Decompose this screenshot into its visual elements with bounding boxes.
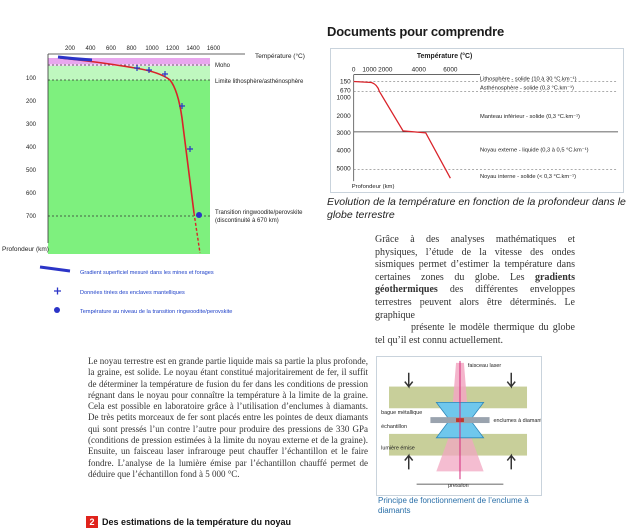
- thermal-y-axis-label: Profondeur (km): [351, 184, 395, 191]
- mantle-background: [48, 64, 210, 254]
- label-laser: faisceau laser: [467, 362, 502, 369]
- x-tick-label: 1600: [206, 46, 221, 52]
- lab-label: Limite lithosphère/asthénosphère: [215, 79, 304, 85]
- label-ring: bague métallique: [381, 410, 423, 417]
- thermal-y-tick: 3000: [336, 129, 351, 137]
- documents-title: Documents pour comprendre: [327, 24, 505, 39]
- core-paragraph: Le noyau terrestre est en grande partie liquide mais sa partie la plus profonde, la graine, est solide. Le noyau étant constitué majoritairement de fer, il suffit de déterminer la température de fusion du fer dans les conditions de pression régnant dans le noyau pour connaître la température à la limite de la graine. Cela est possible en laboratoire grâce à l’utilisation d’enclumes à diamants. De très petits morceaux de fer sont placés entre les pointes de deux diamants qui sont pressés l’un contre l’autre pour produire des pressions de 330 GPa (conditions de pression estimées à la limite du noyau externe et de la graine). Ensuite, un faisceau laser infrarouge peut chauffer l’échantillon et le faire fondre. L’analyse de la lumière émise par l’échantillon chauffé permet de déduire que l’échantillon fond à 5 000 °C.: [88, 356, 368, 479]
- thermal-x-tick: 1000: [362, 66, 377, 74]
- diamond-anvil-svg: [377, 357, 541, 495]
- bottom-arrow-left: [405, 456, 413, 470]
- layer-lower-mantle: Manteau inférieur - solide (0,3 °C.km⁻¹): [479, 114, 580, 121]
- label-sample: échantillon: [381, 423, 407, 430]
- chart-caption: Evolution de la température en fonction de la profondeur dans le globe terrestre: [327, 196, 626, 221]
- top-arrow-left: [405, 373, 413, 387]
- transition-sublabel: (discontinuité à 670 km): [215, 218, 279, 224]
- legend-transition-symbol: [54, 307, 60, 313]
- label-anvils: enclumes à diamant: [493, 418, 541, 425]
- thermal-y-tick: 4000: [336, 147, 351, 155]
- bottom-arrow-right: [507, 456, 515, 470]
- y-tick-label: 600: [25, 191, 36, 197]
- x-tick-label: 600: [105, 46, 117, 52]
- thermal-x-ticks: [352, 67, 458, 74]
- intro-text-1: Grâce à des analyses mathématiques et physiques, l’étude de la vitesse des ondes sismiques permet d’estimer la température dans certaines zones du globe. Les: [375, 234, 575, 283]
- x-tick-label: 200: [64, 46, 76, 52]
- transition-temperature-marker: [196, 212, 202, 218]
- x-axis-label: Température (°C): [255, 53, 305, 60]
- thermal-y-tick: 1000: [336, 94, 351, 102]
- thermal-x-tick: 0: [351, 66, 356, 74]
- legend-gradient-label: Gradient superficiel mesuré dans les mines et forages: [80, 270, 214, 276]
- y-axis-ticks: [26, 76, 37, 220]
- layer-asthenosphere: Asthénosphère - solide (0,3 °C.km⁻¹): [479, 85, 574, 92]
- thermal-y-tick: 2000: [336, 113, 351, 121]
- y-tick-label: 400: [25, 145, 36, 151]
- intro-text-2: des différentes enveloppes terrestres peuvent alors être déterminés. Le graphique: [375, 284, 575, 321]
- intro-paragraph: [375, 234, 575, 347]
- legend-gradient-symbol: [40, 267, 70, 271]
- x-tick-label: 1000: [145, 46, 159, 52]
- section-title: Des estimations de la température du noyau: [102, 517, 292, 527]
- thermal-y-tick: 150: [340, 78, 351, 86]
- layer-outer-core: Noyau externe - liquide (0,3 à 0,5 °C.km⁻¹): [479, 147, 589, 154]
- legend-xenolith-label: Données tirées des enclaves mantelliques: [80, 290, 185, 296]
- x-tick-label: 1400: [186, 46, 200, 52]
- y-tick-label: 700: [25, 214, 36, 220]
- thermal-x-axis-label: Température (°C): [416, 52, 473, 60]
- legend-transition-label: Température au niveau de la transition ringwoodite/perovskite: [80, 309, 233, 315]
- label-pressure: pression: [448, 483, 469, 490]
- y-tick-label: 500: [25, 168, 36, 174]
- x-tick-label: 400: [85, 46, 96, 52]
- legend-xenolith-symbol: [54, 288, 61, 295]
- transition-label: Transition ringwoodite/perovskite: [215, 210, 303, 216]
- thermal-model-chart: [331, 49, 623, 192]
- thermal-model-chart-frame: [330, 48, 624, 193]
- thermal-y-tick: 5000: [336, 165, 351, 173]
- x-axis-ticks: [65, 46, 221, 52]
- x-tick-label: 800: [126, 46, 137, 52]
- y-tick-label: 200: [25, 99, 36, 105]
- x-tick-label: 1200: [165, 46, 180, 52]
- thermal-y-ticks: [336, 79, 351, 173]
- intro-text-3: présente le modèle thermique du globe tel qu’il est connu actuellement.: [375, 322, 575, 346]
- top-arrow-right: [507, 373, 515, 387]
- diamond-anvil-diagram: [376, 356, 542, 496]
- section-heading: [86, 516, 291, 528]
- layer-inner-core: Noyau interne - solide (< 0,3 °C.km⁻¹): [479, 174, 577, 181]
- thermal-x-tick: 2000: [378, 66, 393, 74]
- thermal-x-tick: 4000: [411, 66, 426, 74]
- y-tick-label: 100: [25, 76, 36, 82]
- thermal-y-tick: 670: [340, 87, 351, 95]
- y-axis-label: Profondeur (km): [2, 246, 49, 253]
- y-tick-label: 300: [25, 122, 36, 128]
- thermal-x-tick: 6000: [443, 66, 458, 74]
- section-number-badge: 2: [86, 516, 98, 528]
- label-light: lumière émise: [381, 445, 415, 452]
- geotherm-chart: [0, 38, 330, 328]
- moho-label: Moho: [215, 63, 231, 69]
- intro-text-bold: gradients géothermiques: [375, 271, 575, 296]
- anvil-caption: Principe de fonctionnement de l’enclume à diamants: [378, 496, 529, 515]
- thermal-curve: [354, 82, 451, 179]
- layer-lithosphere: Lithosphère - solide (10 à 30 °C.km⁻¹): [479, 76, 577, 83]
